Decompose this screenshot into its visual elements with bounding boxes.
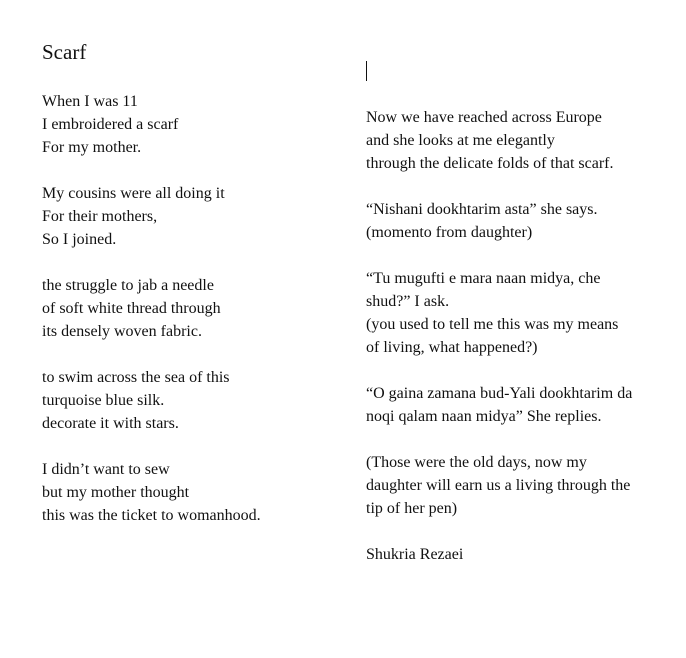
right-column [366,106,666,566]
poem-line: (Those were the old days, now my [366,454,587,471]
poem-line: to swim across the sea of this [42,369,230,386]
poem-line: shud?” I ask. [366,293,450,310]
stanza [42,182,342,251]
poem-line: I didn’t want to sew [42,461,170,478]
stanza [42,366,342,435]
poem-line: For my mother. [42,139,142,156]
stanza [366,382,666,428]
poem-line: “O gaina zamana bud-Yali dookhtarim da [366,385,633,402]
poem-line: (you used to tell me this was my means [366,316,619,333]
poem-title: Scarf [42,40,87,64]
stanza [42,458,342,527]
poem-line: “Nishani dookhtarim asta” she says. [366,201,598,218]
poem-line: For their mothers, [42,208,158,225]
text-cursor [366,61,367,81]
stanza [366,198,666,244]
poem-author: Shukria Rezaei [366,546,464,563]
poem-line: I embroidered a scarf [42,116,179,133]
stanza [366,106,666,175]
stanza [42,90,342,159]
poem-line: (momento from daughter) [366,224,533,241]
poem-line: When I was 11 [42,93,138,110]
stanza [366,267,666,359]
poem-line: daughter will earn us a living through the [366,477,631,494]
stanza [42,274,342,343]
left-column [42,90,342,550]
poem-line: of living, what happened?) [366,339,538,356]
poem-line: Now we have reached across Europe [366,109,602,126]
poem-line: of soft white thread through [42,300,221,317]
poem-line: So I joined. [42,231,117,248]
poem-line: the struggle to jab a needle [42,277,214,294]
poem-line: its densely woven fabric. [42,323,202,340]
poem-line: “Tu mugufti e mara naan midya, che [366,270,601,287]
poem-line: tip of her pen) [366,500,458,517]
poem-line: and she looks at me elegantly [366,132,555,149]
poem-line: My cousins were all doing it [42,185,225,202]
poem-line: decorate it with stars. [42,415,179,432]
poem-line: turquoise blue silk. [42,392,165,409]
stanza [366,451,666,520]
poem-line: this was the ticket to womanhood. [42,507,261,524]
poem-line: but my mother thought [42,484,190,501]
poem-line: through the delicate folds of that scarf. [366,155,614,172]
poem-line: noqi qalam naan midya” She replies. [366,408,602,425]
